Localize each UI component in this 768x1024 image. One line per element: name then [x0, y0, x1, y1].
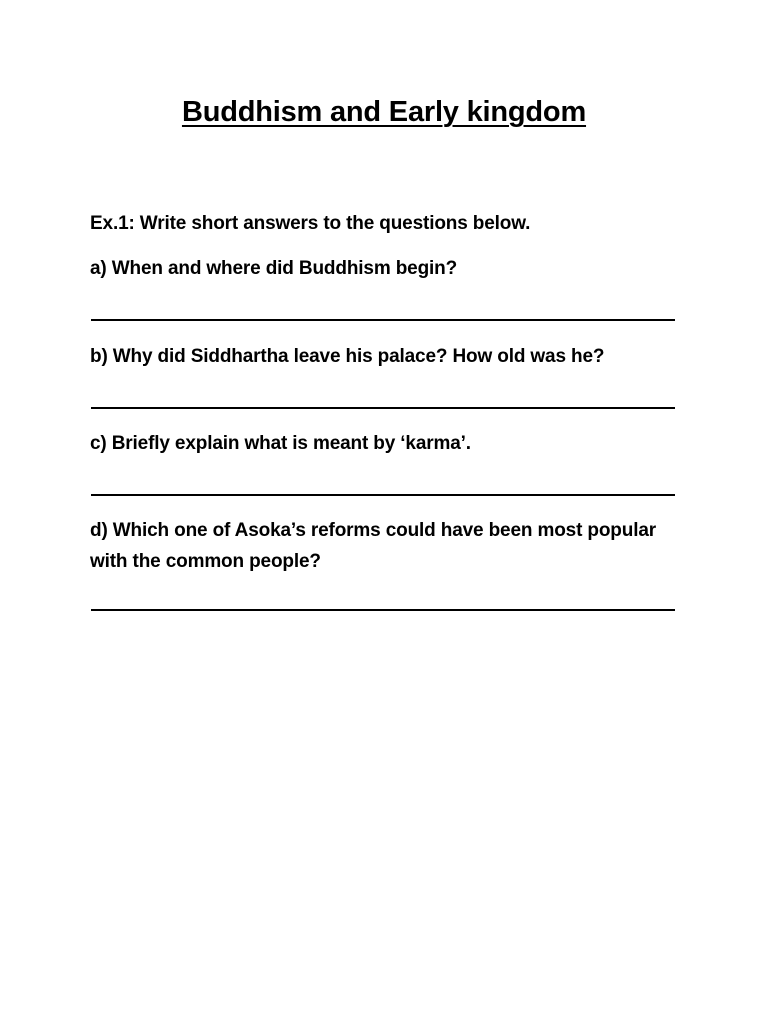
question-a: a) When and where did Buddhism begin? — [90, 258, 458, 279]
answer-line-c[interactable] — [91, 494, 675, 496]
answer-line-a[interactable] — [91, 319, 675, 321]
question-b: b) Why did Siddhartha leave his palace? How old was he? — [90, 346, 605, 367]
exercise-instruction: Ex.1: Write short answers to the questions below. — [90, 213, 531, 234]
page-title: Buddhism and Early kingdom — [181, 96, 587, 128]
question-d: d) Which one of Asoka’s reforms could have been most popular with the common people? — [90, 520, 657, 572]
answer-line-b[interactable] — [91, 407, 675, 409]
question-c: c) Briefly explain what is meant by ‘karma’. — [90, 433, 471, 454]
answer-line-d[interactable] — [91, 609, 675, 611]
